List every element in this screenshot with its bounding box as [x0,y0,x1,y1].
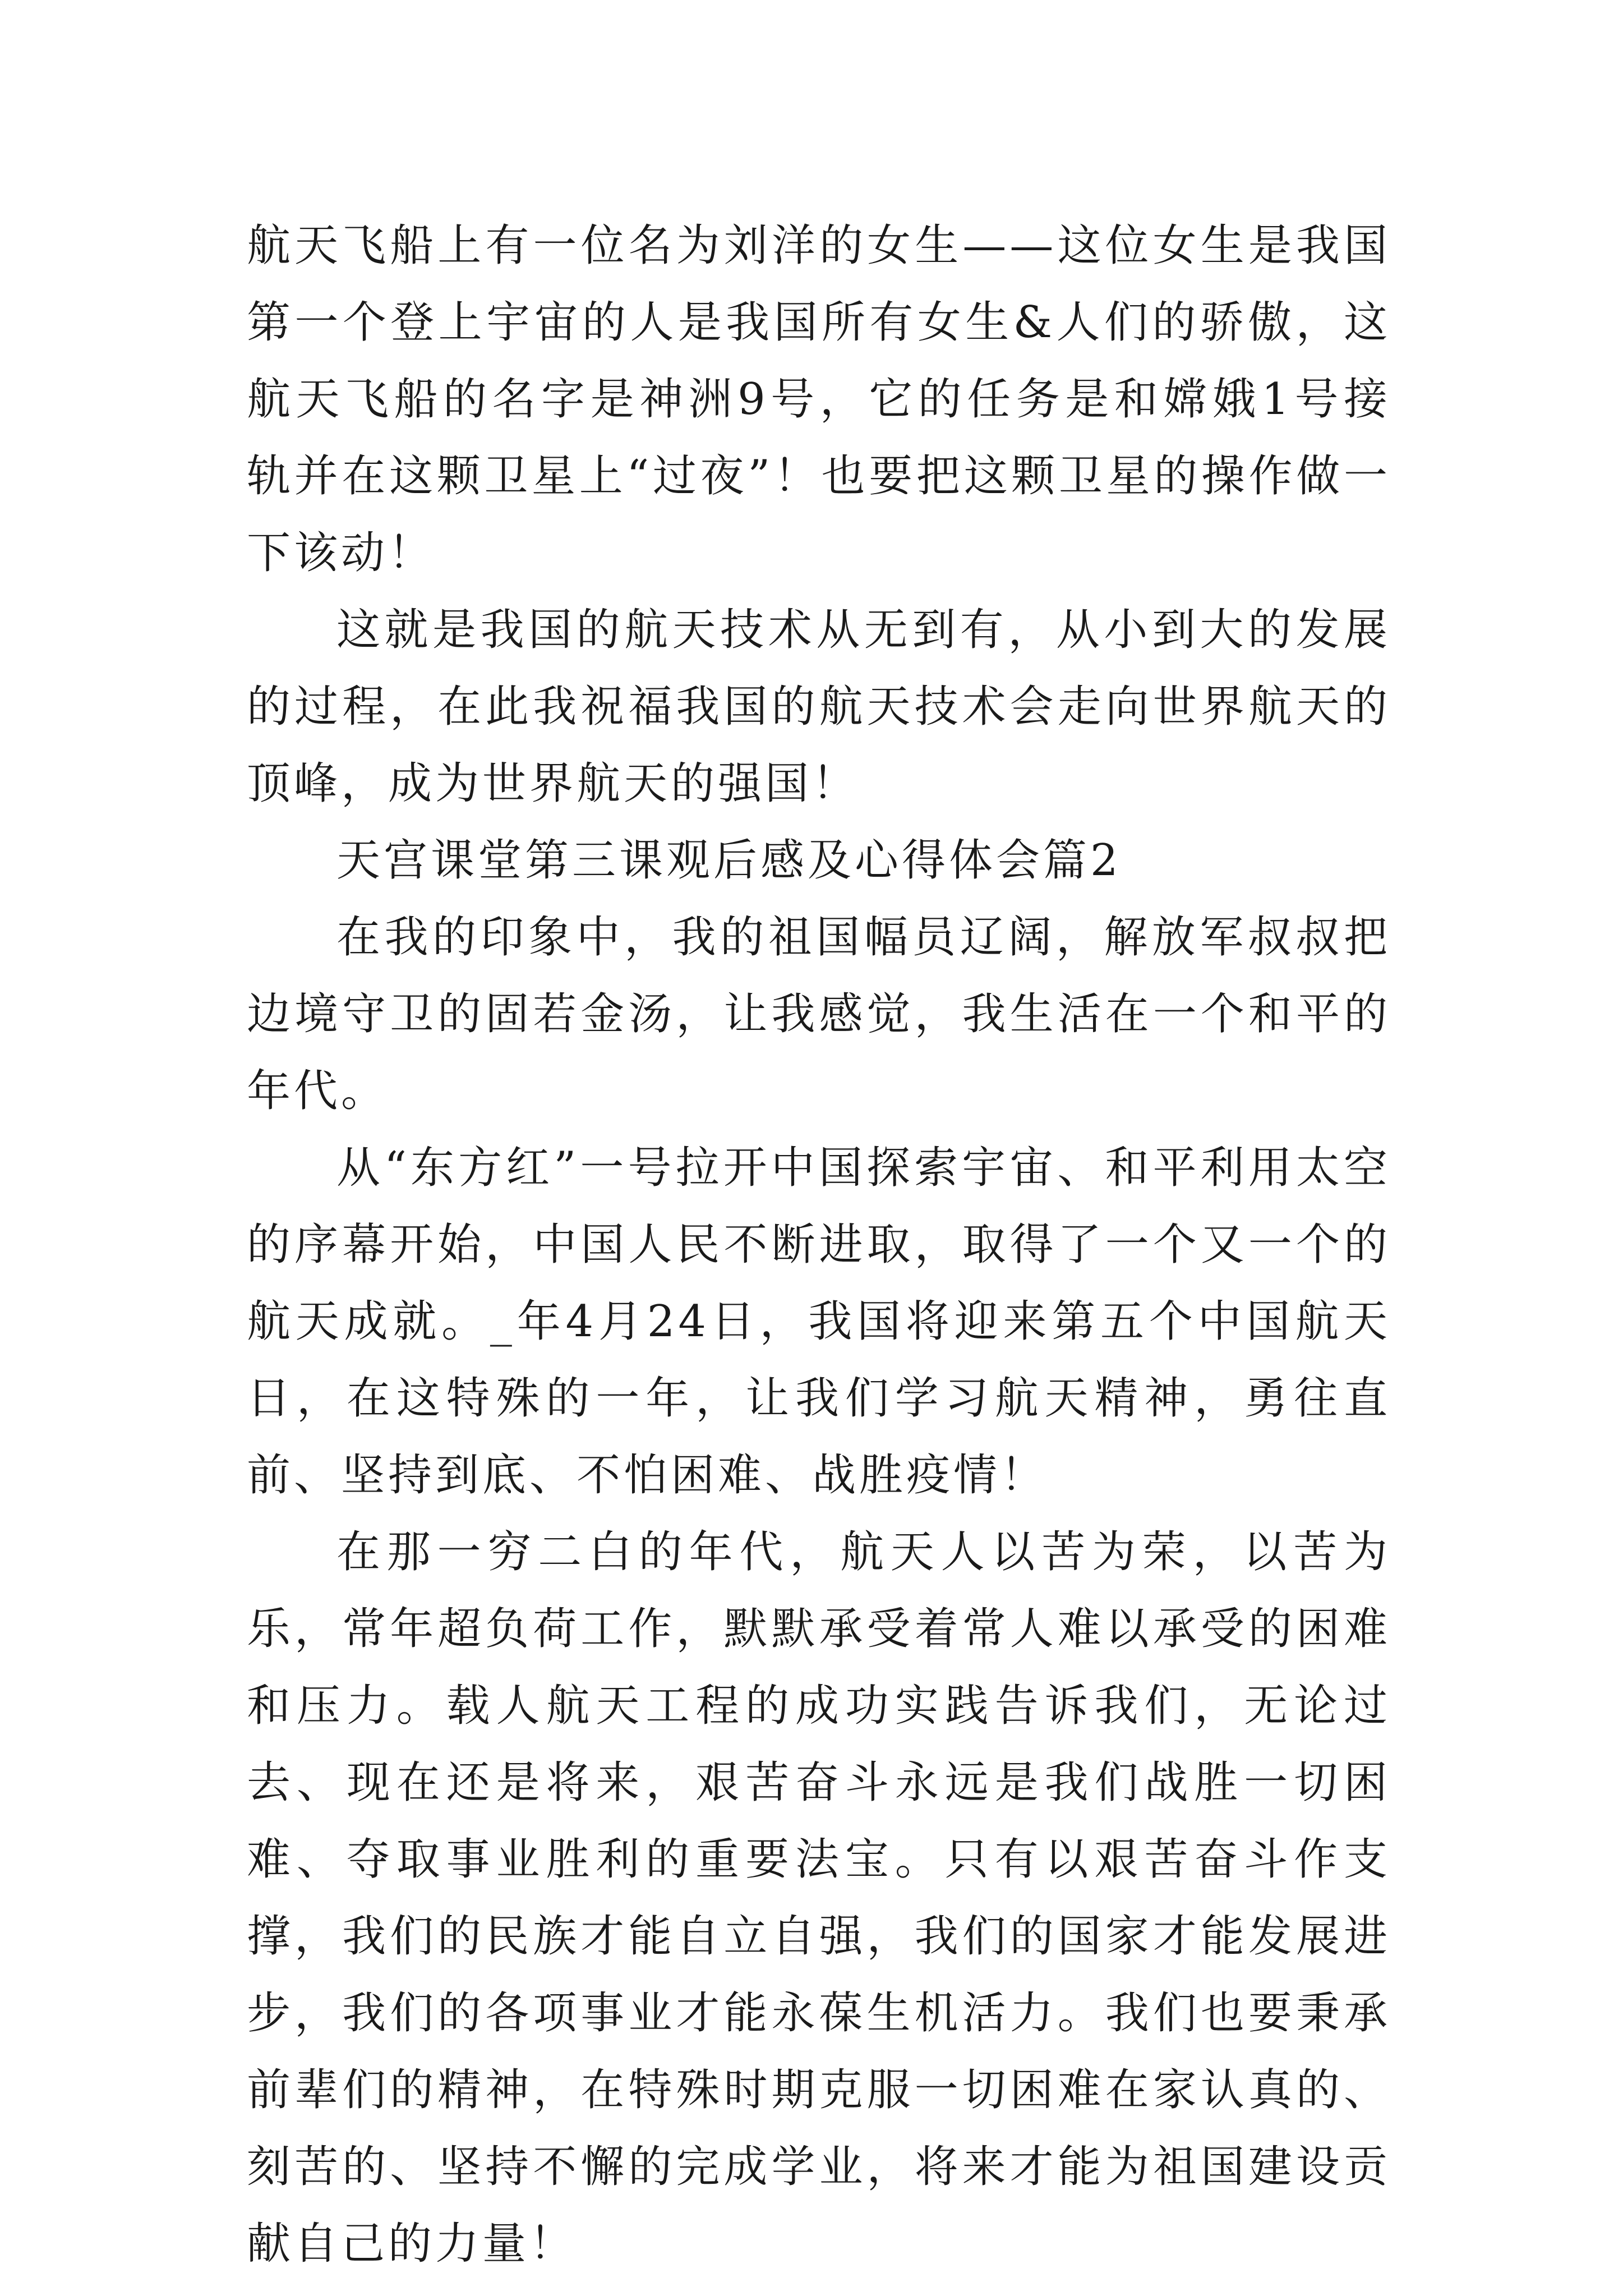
document-body [247,208,1391,2283]
paragraph-hard-work: 在那一穷二白的年代，航天人以苦为荣，以苦为乐，常年超负荷工作，默默承受着常人难以承受的困难和压力。载人航天工程的成功实践告诉我们，无论过去、现在还是将来，艰苦奋斗永远是我们战胜一切困难、夺取事业胜利的重要法宝。只有以艰苦奋斗作支撑，我们的民族才能自立自强，我们的国家才能发展进步，我们的各项事业才能永葆生机活力。我们也要秉承前辈们的精神，在特殊时期克服一切困难在家认真的、刻苦的、坚持不懈的完成学业，将来才能为祖国建设贡献自己的力量！ [247,1527,1391,2269]
paragraph-dongfanghong: 从“东方红”一号拉开中国探索宇宙、和平利用太空的序幕开始，中国人民不断进取，取得了一个又一个的航天成就。_年4月24日，我国将迎来第五个中国航天日，在这特殊的一年，让我们学习航天精神，勇往直前、坚持到底、不怕困难、战胜疫情！ [247,1143,1391,1501]
paragraph-impression: 在我的印象中，我的祖国幅员辽阔，解放军叔叔把边境守卫的固若金汤，让我感觉，我生活在一个和平的年代。 [247,912,1391,1116]
section-heading: 天宫课堂第三课观后感及心得体会篇2 [336,835,1122,886]
paragraph-summary: 这就是我国的航天技术从无到有，从小到大的发展的过程，在此我祝福我国的航天技术会走向世界航天的顶峰，成为世界航天的强国！ [247,605,1391,809]
paragraph-continuation: 航天飞船上有一位名为刘洋的女生——这位女生是我国第一个登上宇宙的人是我国所有女生&人们的骄傲，这航天飞船的名字是神洲9号，它的任务是和嫦娥1号接轨并在这颗卫星上“过夜”！也要把这颗卫星的操作做一下该动！ [247,220,1391,578]
